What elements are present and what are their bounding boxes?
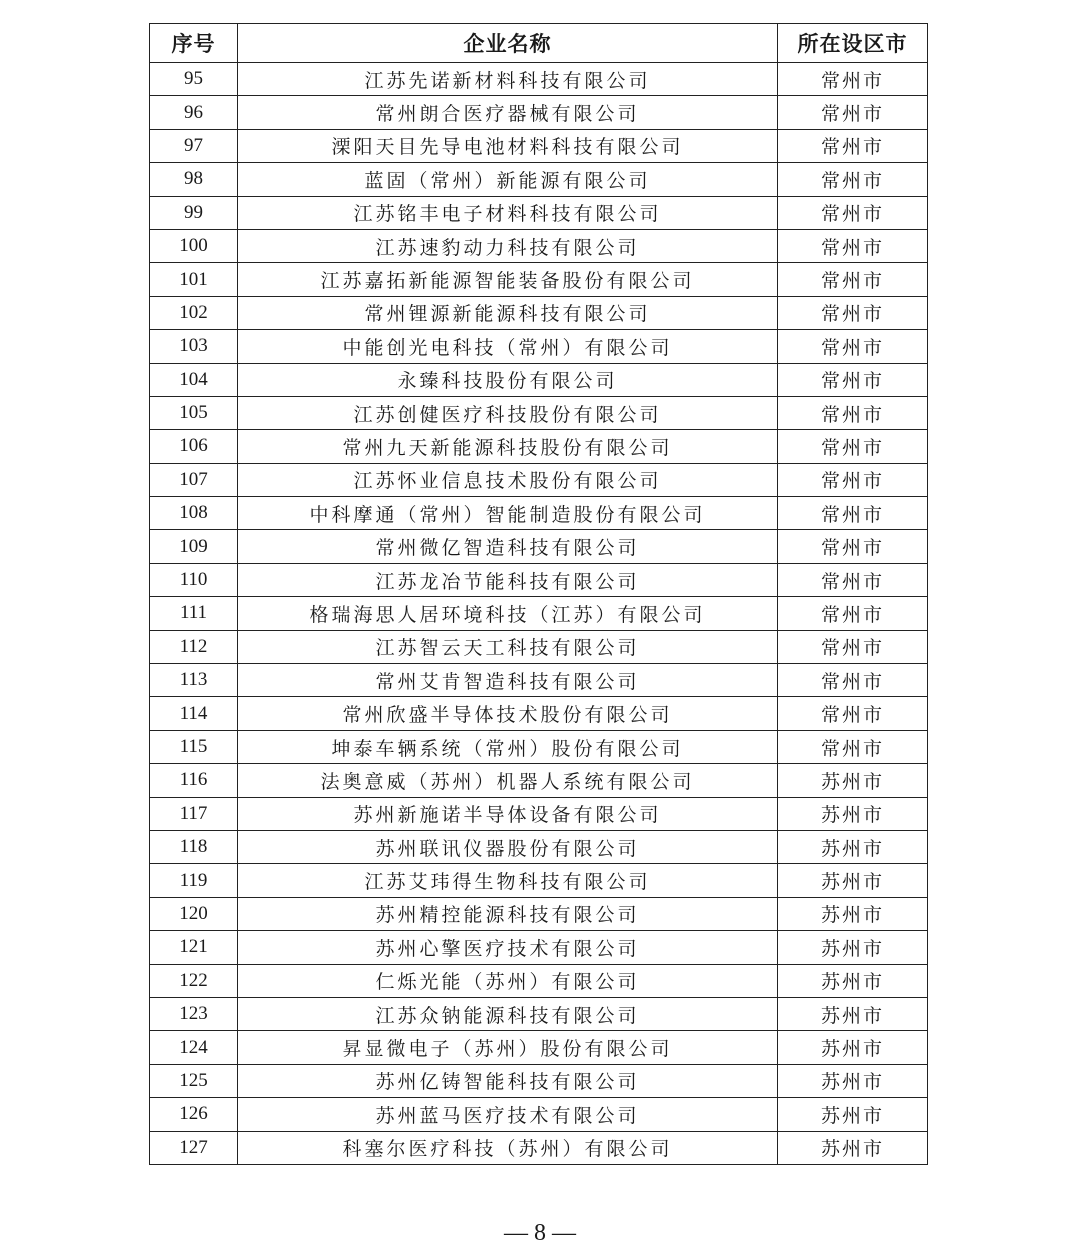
company-name-cell: 苏州精控能源科技有限公司 xyxy=(238,897,778,930)
table-row xyxy=(150,1131,928,1164)
table-row xyxy=(150,263,928,296)
seq-cell: 123 xyxy=(150,997,238,1030)
seq-cell: 124 xyxy=(150,1031,238,1064)
city-cell: 苏州市 xyxy=(778,1064,928,1097)
header-row xyxy=(150,24,928,63)
header-seq: 序号 xyxy=(150,24,238,63)
city-cell: 常州市 xyxy=(778,463,928,496)
city-cell: 常州市 xyxy=(778,296,928,329)
table-row xyxy=(150,129,928,162)
table-row xyxy=(150,797,928,830)
seq-cell: 110 xyxy=(150,563,238,596)
seq-cell: 122 xyxy=(150,964,238,997)
company-name-cell: 昇显微电子（苏州）股份有限公司 xyxy=(238,1031,778,1064)
table-row xyxy=(150,296,928,329)
seq-cell: 102 xyxy=(150,296,238,329)
table-row xyxy=(150,630,928,663)
city-cell: 苏州市 xyxy=(778,931,928,964)
table-row xyxy=(150,396,928,429)
table-row xyxy=(150,964,928,997)
company-name-cell: 江苏先诺新材料科技有限公司 xyxy=(238,63,778,96)
city-cell: 常州市 xyxy=(778,430,928,463)
seq-cell: 113 xyxy=(150,664,238,697)
seq-cell: 98 xyxy=(150,163,238,196)
company-name-cell: 苏州新施诺半导体设备有限公司 xyxy=(238,797,778,830)
seq-cell: 112 xyxy=(150,630,238,663)
header-company-name: 企业名称 xyxy=(238,24,778,63)
table-row xyxy=(150,997,928,1030)
table-row xyxy=(150,730,928,763)
company-name-cell: 江苏智云天工科技有限公司 xyxy=(238,630,778,663)
city-cell: 常州市 xyxy=(778,196,928,229)
company-name-cell: 江苏速豹动力科技有限公司 xyxy=(238,229,778,262)
table-row xyxy=(150,63,928,96)
city-cell: 常州市 xyxy=(778,597,928,630)
seq-cell: 126 xyxy=(150,1098,238,1131)
table-row xyxy=(150,463,928,496)
company-name-cell: 苏州蓝马医疗技术有限公司 xyxy=(238,1098,778,1131)
seq-cell: 104 xyxy=(150,363,238,396)
page-number: — 8 — xyxy=(504,1220,576,1246)
table-row xyxy=(150,1098,928,1131)
city-cell: 苏州市 xyxy=(778,897,928,930)
company-name-cell: 中科摩通（常州）智能制造股份有限公司 xyxy=(238,497,778,530)
seq-cell: 117 xyxy=(150,797,238,830)
seq-cell: 127 xyxy=(150,1131,238,1164)
seq-cell: 125 xyxy=(150,1064,238,1097)
city-cell: 常州市 xyxy=(778,563,928,596)
city-cell: 常州市 xyxy=(778,664,928,697)
table-row xyxy=(150,563,928,596)
city-cell: 常州市 xyxy=(778,63,928,96)
company-name-cell: 法奥意威（苏州）机器人系统有限公司 xyxy=(238,764,778,797)
city-cell: 常州市 xyxy=(778,163,928,196)
company-name-cell: 坤泰车辆系统（常州）股份有限公司 xyxy=(238,730,778,763)
seq-cell: 111 xyxy=(150,597,238,630)
city-cell: 苏州市 xyxy=(778,1131,928,1164)
company-name-cell: 格瑞海思人居环境科技（江苏）有限公司 xyxy=(238,597,778,630)
table-row xyxy=(150,1031,928,1064)
city-cell: 常州市 xyxy=(778,229,928,262)
seq-cell: 119 xyxy=(150,864,238,897)
city-cell: 苏州市 xyxy=(778,797,928,830)
city-cell: 常州市 xyxy=(778,363,928,396)
table-row xyxy=(150,363,928,396)
seq-cell: 109 xyxy=(150,530,238,563)
table-row xyxy=(150,497,928,530)
seq-cell: 103 xyxy=(150,330,238,363)
city-cell: 常州市 xyxy=(778,396,928,429)
city-cell: 常州市 xyxy=(778,96,928,129)
table-row xyxy=(150,597,928,630)
table-row xyxy=(150,897,928,930)
seq-cell: 114 xyxy=(150,697,238,730)
seq-cell: 96 xyxy=(150,96,238,129)
company-name-cell: 常州艾肯智造科技有限公司 xyxy=(238,664,778,697)
city-cell: 常州市 xyxy=(778,630,928,663)
company-name-cell: 蓝固（常州）新能源有限公司 xyxy=(238,163,778,196)
company-name-cell: 江苏嘉拓新能源智能装备股份有限公司 xyxy=(238,263,778,296)
company-name-cell: 溧阳天目先导电池材料科技有限公司 xyxy=(238,129,778,162)
city-cell: 苏州市 xyxy=(778,830,928,863)
table-row xyxy=(150,229,928,262)
table-row xyxy=(150,1064,928,1097)
company-name-cell: 江苏龙冶节能科技有限公司 xyxy=(238,563,778,596)
company-name-cell: 江苏铭丰电子材料科技有限公司 xyxy=(238,196,778,229)
seq-cell: 105 xyxy=(150,396,238,429)
seq-cell: 97 xyxy=(150,129,238,162)
company-name-cell: 科塞尔医疗科技（苏州）有限公司 xyxy=(238,1131,778,1164)
seq-cell: 108 xyxy=(150,497,238,530)
company-name-cell: 常州欣盛半导体技术股份有限公司 xyxy=(238,697,778,730)
company-name-cell: 仁烁光能（苏州）有限公司 xyxy=(238,964,778,997)
city-cell: 常州市 xyxy=(778,697,928,730)
city-cell: 常州市 xyxy=(778,730,928,763)
company-name-cell: 苏州亿铸智能科技有限公司 xyxy=(238,1064,778,1097)
company-name-cell: 江苏艾玮得生物科技有限公司 xyxy=(238,864,778,897)
table-row xyxy=(150,931,928,964)
table-row xyxy=(150,430,928,463)
city-cell: 苏州市 xyxy=(778,1031,928,1064)
seq-cell: 95 xyxy=(150,63,238,96)
table-row xyxy=(150,864,928,897)
table-row xyxy=(150,664,928,697)
city-cell: 常州市 xyxy=(778,497,928,530)
table-row xyxy=(150,830,928,863)
seq-cell: 115 xyxy=(150,730,238,763)
city-cell: 苏州市 xyxy=(778,764,928,797)
table-row xyxy=(150,530,928,563)
city-cell: 苏州市 xyxy=(778,864,928,897)
company-name-cell: 江苏怀业信息技术股份有限公司 xyxy=(238,463,778,496)
company-name-cell: 中能创光电科技（常州）有限公司 xyxy=(238,330,778,363)
seq-cell: 121 xyxy=(150,931,238,964)
company-name-cell: 江苏创健医疗科技股份有限公司 xyxy=(238,396,778,429)
company-list-table xyxy=(149,23,928,1165)
city-cell: 苏州市 xyxy=(778,1098,928,1131)
seq-cell: 99 xyxy=(150,196,238,229)
seq-cell: 118 xyxy=(150,830,238,863)
company-name-cell: 苏州心擎医疗技术有限公司 xyxy=(238,931,778,964)
seq-cell: 116 xyxy=(150,764,238,797)
table-row xyxy=(150,163,928,196)
company-name-cell: 常州九天新能源科技股份有限公司 xyxy=(238,430,778,463)
city-cell: 苏州市 xyxy=(778,997,928,1030)
table-row xyxy=(150,96,928,129)
seq-cell: 106 xyxy=(150,430,238,463)
company-name-cell: 苏州联讯仪器股份有限公司 xyxy=(238,830,778,863)
seq-cell: 100 xyxy=(150,229,238,262)
city-cell: 常州市 xyxy=(778,129,928,162)
city-cell: 常州市 xyxy=(778,263,928,296)
company-name-cell: 常州微亿智造科技有限公司 xyxy=(238,530,778,563)
table-row xyxy=(150,196,928,229)
company-name-cell: 常州锂源新能源科技有限公司 xyxy=(238,296,778,329)
table-row xyxy=(150,697,928,730)
city-cell: 常州市 xyxy=(778,530,928,563)
header-city: 所在设区市 xyxy=(778,24,928,63)
company-name-cell: 江苏众钠能源科技有限公司 xyxy=(238,997,778,1030)
seq-cell: 101 xyxy=(150,263,238,296)
table-row xyxy=(150,764,928,797)
company-name-cell: 永臻科技股份有限公司 xyxy=(238,363,778,396)
table-body xyxy=(150,63,928,1165)
city-cell: 常州市 xyxy=(778,330,928,363)
table-row xyxy=(150,330,928,363)
table-header xyxy=(150,24,928,63)
seq-cell: 120 xyxy=(150,897,238,930)
seq-cell: 107 xyxy=(150,463,238,496)
city-cell: 苏州市 xyxy=(778,964,928,997)
company-name-cell: 常州朗合医疗器械有限公司 xyxy=(238,96,778,129)
